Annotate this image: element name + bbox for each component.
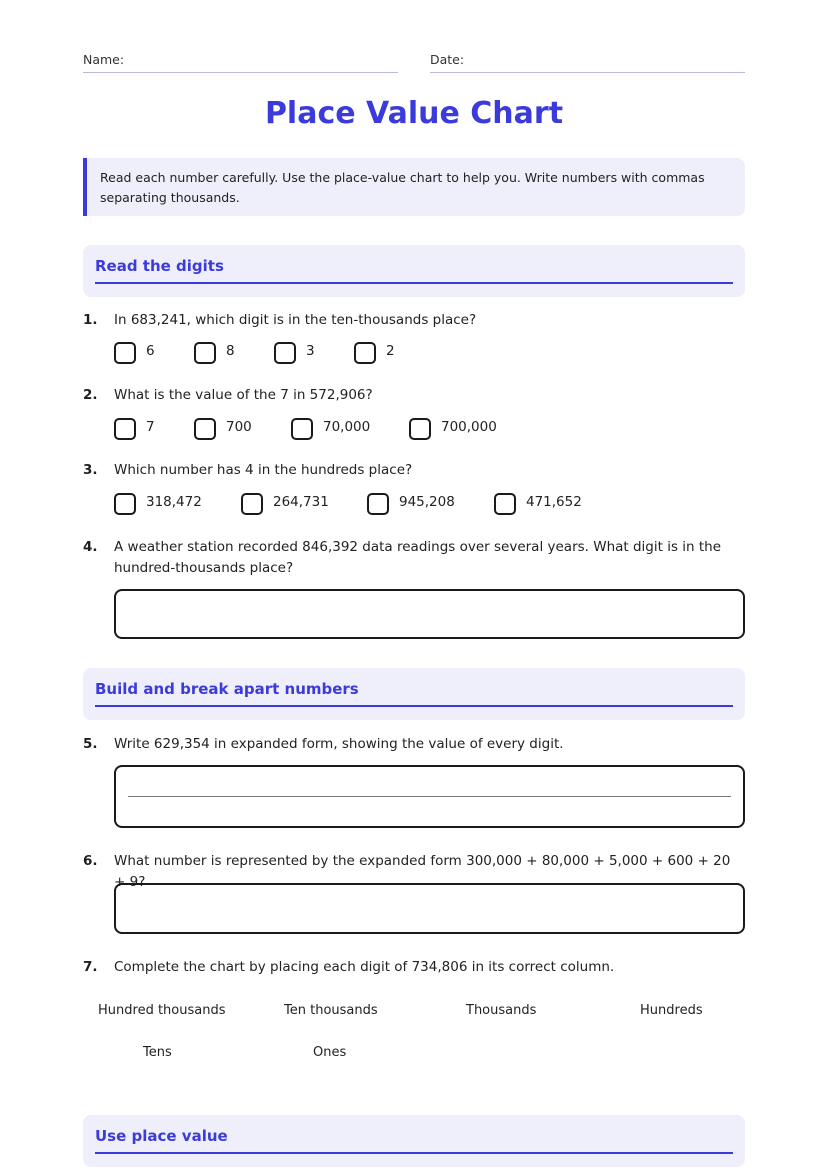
column-hundred-thousands: Hundred thousands <box>98 1003 226 1018</box>
checkbox[interactable] <box>194 418 216 440</box>
section-header-use-place-value <box>83 1115 745 1167</box>
question-text: A weather station recorded 846,392 data readings over several years. What digit is in the hundred-thousands place? <box>114 539 722 576</box>
section-underline <box>95 705 733 707</box>
checkbox[interactable] <box>367 493 389 515</box>
question-text: Which number has 4 in the hundreds place? <box>114 462 413 478</box>
option-label: 945,208 <box>399 494 455 510</box>
option-label: 471,652 <box>526 494 582 510</box>
checkbox[interactable] <box>354 342 376 364</box>
section-title: Read the digits <box>95 257 224 275</box>
name-date-row <box>83 52 745 74</box>
option-label: 3 <box>306 343 315 359</box>
question-text: Complete the chart by placing each digit of 734,806 in its correct column. <box>114 959 615 975</box>
checkbox[interactable] <box>114 342 136 364</box>
question-number: 2. <box>83 387 98 403</box>
column-ones: Ones <box>313 1045 347 1060</box>
checkbox[interactable] <box>274 342 296 364</box>
date-field[interactable] <box>430 52 745 73</box>
section-title: Use place value <box>95 1127 228 1145</box>
checkbox[interactable] <box>194 342 216 364</box>
checkbox[interactable] <box>241 493 263 515</box>
option-label: 6 <box>146 343 155 359</box>
answer-box-4[interactable] <box>114 589 745 639</box>
question-number: 1. <box>83 312 98 328</box>
section-header-read-digits <box>83 245 745 297</box>
question-number: 5. <box>83 736 98 752</box>
option-label: 700,000 <box>441 419 497 435</box>
section-header-build-break <box>83 668 745 720</box>
checkbox[interactable] <box>114 418 136 440</box>
page-title: Place Value Chart <box>264 96 564 131</box>
checkbox[interactable] <box>409 418 431 440</box>
question-text: What is the value of the 7 in 572,906? <box>114 387 373 403</box>
checkbox[interactable] <box>114 493 136 515</box>
column-ten-thousands: Ten thousands <box>284 1003 378 1018</box>
question-number: 3. <box>83 462 98 478</box>
option-label: 2 <box>386 343 395 359</box>
checkbox[interactable] <box>494 493 516 515</box>
section-underline <box>95 282 733 284</box>
option-label: 264,731 <box>273 494 329 510</box>
option-label: 8 <box>226 343 235 359</box>
date-label: Date: <box>430 52 465 67</box>
question-number: 7. <box>83 959 98 975</box>
instructions-box <box>83 158 745 216</box>
option-label: 700 <box>226 419 252 435</box>
question-text: In 683,241, which digit is in the ten-thousands place? <box>114 312 477 328</box>
name-field[interactable] <box>83 52 398 73</box>
question-number: 6. <box>83 853 98 869</box>
answer-box-5[interactable] <box>114 765 745 828</box>
column-thousands: Thousands <box>466 1003 537 1018</box>
checkbox[interactable] <box>291 418 313 440</box>
question-text: Write 629,354 in expanded form, showing the value of every digit. <box>114 736 564 752</box>
instructions-text: Read each number carefully. Use the place-value chart to help you. Write numbers with commas separating thousands. <box>100 170 705 205</box>
name-label: Name: <box>83 52 125 67</box>
column-tens: Tens <box>143 1045 172 1060</box>
option-label: 7 <box>146 419 155 435</box>
answer-line <box>128 796 731 797</box>
column-hundreds: Hundreds <box>640 1003 703 1018</box>
section-title: Build and break apart numbers <box>95 680 359 698</box>
section-underline <box>95 1152 733 1154</box>
question-number: 4. <box>83 539 98 555</box>
option-label: 70,000 <box>323 419 371 435</box>
answer-box-6[interactable] <box>114 883 745 934</box>
question-text: What number is represented by the expanded form 300,000 + 80,000 + 5,000 + 600 + 20 + 9? <box>114 853 731 890</box>
option-label: 318,472 <box>146 494 202 510</box>
